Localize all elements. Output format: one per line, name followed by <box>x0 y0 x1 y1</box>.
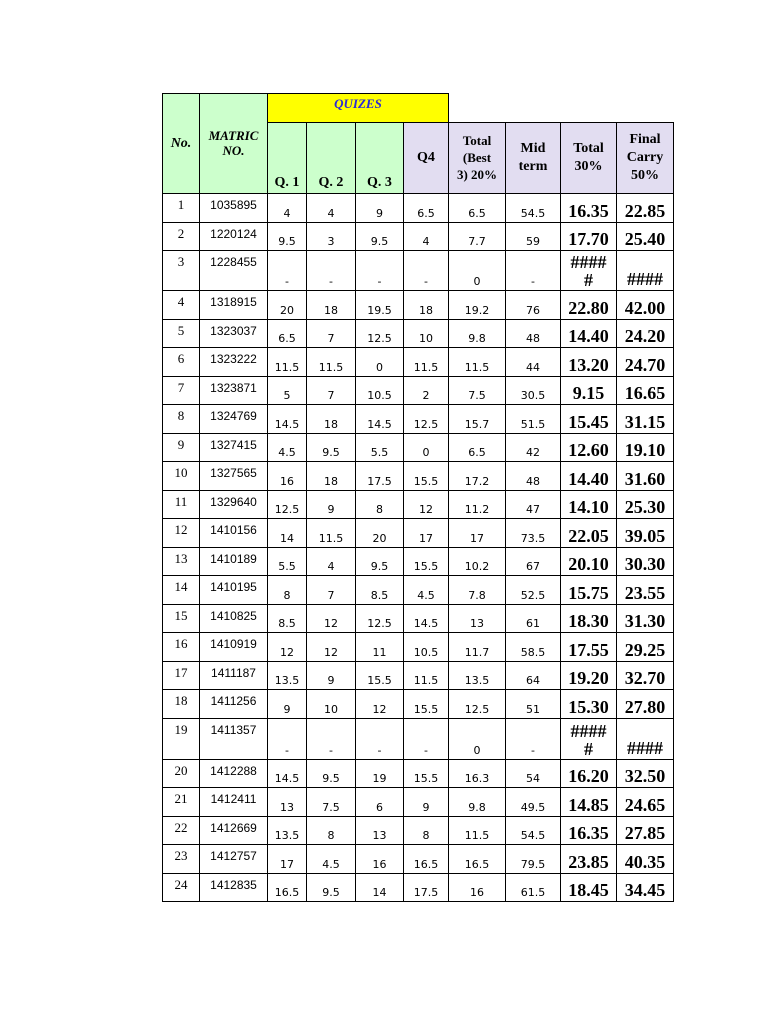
header-final-carry-label: Final Carry 50% <box>626 132 664 183</box>
cell-total: 9.8 <box>449 319 506 348</box>
cell-q3: 19 <box>356 759 404 788</box>
cell-total: 17.2 <box>449 462 506 491</box>
cell-final: 39.05 <box>617 519 674 548</box>
cell-q3: 5.5 <box>356 433 404 462</box>
cell-total30: 14.40 <box>561 462 617 491</box>
cell-q1: 12.5 <box>268 490 307 519</box>
cell-total30: 14.40 <box>561 319 617 348</box>
cell-matric: 1411357 <box>200 718 268 759</box>
cell-q3: 12 <box>356 690 404 719</box>
cell-total: 19.2 <box>449 291 506 320</box>
cell-q1: 16.5 <box>268 873 307 902</box>
cell-total30: 16.20 <box>561 759 617 788</box>
header-total30-label: Total 30% <box>573 141 604 174</box>
cell-mid: 73.5 <box>506 519 561 548</box>
cell-q1: 11.5 <box>268 348 307 377</box>
cell-total30: ##### <box>561 718 617 759</box>
cell-final: 42.00 <box>617 291 674 320</box>
cell-no: 10 <box>163 462 200 491</box>
header-q2 <box>307 123 356 194</box>
cell-q2: 4 <box>307 194 356 223</box>
cell-no: 3 <box>163 251 200 291</box>
cell-q4: 15.5 <box>404 547 449 576</box>
cell-matric: 1412757 <box>200 845 268 874</box>
cell-q4: 9 <box>404 788 449 817</box>
cell-total: 13.5 <box>449 661 506 690</box>
cell-total30: 16.35 <box>561 816 617 845</box>
cell-q1: - <box>268 718 307 759</box>
cell-total: 11.5 <box>449 348 506 377</box>
cell-q3: 20 <box>356 519 404 548</box>
cell-mid: 58.5 <box>506 633 561 662</box>
cell-q1: 16 <box>268 462 307 491</box>
cell-final: 31.30 <box>617 604 674 633</box>
header-q1 <box>268 123 307 194</box>
cell-q1: 17 <box>268 845 307 874</box>
cell-q3: 6 <box>356 788 404 817</box>
cell-matric: 1411256 <box>200 690 268 719</box>
cell-no: 23 <box>163 845 200 874</box>
cell-q3: 9.5 <box>356 222 404 251</box>
cell-mid: - <box>506 251 561 291</box>
cell-q2: 10 <box>307 690 356 719</box>
table-row <box>163 845 674 874</box>
cell-total: 7.8 <box>449 576 506 605</box>
cell-q3: 16 <box>356 845 404 874</box>
cell-matric: 1327415 <box>200 433 268 462</box>
table-row <box>163 576 674 605</box>
cell-mid: 51.5 <box>506 405 561 434</box>
cell-total: 0 <box>449 718 506 759</box>
cell-final: 22.85 <box>617 194 674 223</box>
cell-q2: 9.5 <box>307 433 356 462</box>
cell-q3: 12.5 <box>356 319 404 348</box>
cell-total30: 17.55 <box>561 633 617 662</box>
cell-matric: 1323222 <box>200 348 268 377</box>
header-q1-label: Q. 1 <box>274 175 300 190</box>
cell-mid: 47 <box>506 490 561 519</box>
cell-q4: - <box>404 251 449 291</box>
cell-matric: 1318915 <box>200 291 268 320</box>
cell-q2: 3 <box>307 222 356 251</box>
table-row <box>163 251 674 291</box>
header-total-best <box>449 123 506 194</box>
cell-total: 15.7 <box>449 405 506 434</box>
cell-matric: 1324769 <box>200 405 268 434</box>
cell-no: 24 <box>163 873 200 902</box>
cell-final: 34.45 <box>617 873 674 902</box>
cell-matric: 1412288 <box>200 759 268 788</box>
cell-total: 11.5 <box>449 816 506 845</box>
cell-no: 18 <box>163 690 200 719</box>
cell-no: 15 <box>163 604 200 633</box>
cell-no: 1 <box>163 194 200 223</box>
cell-total30: 17.70 <box>561 222 617 251</box>
cell-q4: 4.5 <box>404 576 449 605</box>
cell-q2: 9 <box>307 661 356 690</box>
cell-total30: 13.20 <box>561 348 617 377</box>
cell-total30: 22.80 <box>561 291 617 320</box>
cell-total: 0 <box>449 251 506 291</box>
table-row <box>163 633 674 662</box>
table-row <box>163 222 674 251</box>
cell-mid: 79.5 <box>506 845 561 874</box>
table-row <box>163 718 674 759</box>
header-total-best-label: Total (Best 3) 20% <box>456 133 498 182</box>
cell-q1: 9 <box>268 690 307 719</box>
cell-total: 9.8 <box>449 788 506 817</box>
cell-total: 16 <box>449 873 506 902</box>
cell-matric: 1410825 <box>200 604 268 633</box>
table-row <box>163 873 674 902</box>
cell-final: 30.30 <box>617 547 674 576</box>
cell-q3: 14 <box>356 873 404 902</box>
cell-mid: 54.5 <box>506 194 561 223</box>
cell-total: 16.5 <box>449 845 506 874</box>
cell-q1: - <box>268 251 307 291</box>
cell-q2: - <box>307 251 356 291</box>
cell-q4: 0 <box>404 433 449 462</box>
header-q3 <box>356 123 404 194</box>
cell-total: 7.5 <box>449 376 506 405</box>
cell-q3: 10.5 <box>356 376 404 405</box>
cell-no: 6 <box>163 348 200 377</box>
cell-total: 7.7 <box>449 222 506 251</box>
cell-q3: 15.5 <box>356 661 404 690</box>
table-row <box>163 376 674 405</box>
cell-no: 7 <box>163 376 200 405</box>
cell-mid: 61.5 <box>506 873 561 902</box>
cell-q2: 9.5 <box>307 759 356 788</box>
cell-mid: 42 <box>506 433 561 462</box>
header-final-carry <box>617 123 674 194</box>
cell-q4: 10.5 <box>404 633 449 662</box>
cell-final: 31.60 <box>617 462 674 491</box>
header-quizes-label: QUIZES <box>334 96 382 111</box>
cell-total: 11.7 <box>449 633 506 662</box>
cell-no: 22 <box>163 816 200 845</box>
cell-q2: - <box>307 718 356 759</box>
cell-no: 21 <box>163 788 200 817</box>
cell-q2: 11.5 <box>307 348 356 377</box>
cell-mid: 30.5 <box>506 376 561 405</box>
cell-q4: 14.5 <box>404 604 449 633</box>
cell-q1: 13 <box>268 788 307 817</box>
cell-q2: 8 <box>307 816 356 845</box>
cell-total30: 22.05 <box>561 519 617 548</box>
header-quizes <box>268 94 449 123</box>
cell-total30: 14.85 <box>561 788 617 817</box>
cell-q3: - <box>356 251 404 291</box>
cell-q4: 12 <box>404 490 449 519</box>
cell-q1: 8 <box>268 576 307 605</box>
cell-q2: 9 <box>307 490 356 519</box>
cell-q4: 15.5 <box>404 690 449 719</box>
cell-matric: 1410919 <box>200 633 268 662</box>
cell-matric: 1329640 <box>200 490 268 519</box>
cell-q1: 14.5 <box>268 405 307 434</box>
cell-total: 13 <box>449 604 506 633</box>
cell-total30: 16.35 <box>561 194 617 223</box>
cell-q4: 15.5 <box>404 759 449 788</box>
cell-q4: 17.5 <box>404 873 449 902</box>
cell-q3: 13 <box>356 816 404 845</box>
cell-mid: 52.5 <box>506 576 561 605</box>
header-total30 <box>561 123 617 194</box>
cell-mid: 54 <box>506 759 561 788</box>
cell-matric: 1327565 <box>200 462 268 491</box>
table-row <box>163 433 674 462</box>
table-row <box>163 661 674 690</box>
cell-q2: 18 <box>307 291 356 320</box>
cell-q2: 9.5 <box>307 873 356 902</box>
cell-total30: 15.45 <box>561 405 617 434</box>
cell-no: 17 <box>163 661 200 690</box>
cell-mid: 76 <box>506 291 561 320</box>
cell-no: 8 <box>163 405 200 434</box>
header-no-label: No. <box>170 135 192 151</box>
cell-q2: 7 <box>307 376 356 405</box>
cell-final: 16.65 <box>617 376 674 405</box>
cell-no: 16 <box>163 633 200 662</box>
cell-matric: 1410195 <box>200 576 268 605</box>
header-q4 <box>404 123 449 194</box>
cell-final: 24.65 <box>617 788 674 817</box>
cell-total30: 23.85 <box>561 845 617 874</box>
cell-total30: 9.15 <box>561 376 617 405</box>
cell-q1: 4 <box>268 194 307 223</box>
table-row <box>163 462 674 491</box>
cell-total30: 15.30 <box>561 690 617 719</box>
cell-total: 11.2 <box>449 490 506 519</box>
cell-q4: 8 <box>404 816 449 845</box>
cell-total: 17 <box>449 519 506 548</box>
header-spacer <box>449 94 674 123</box>
cell-q3: 9.5 <box>356 547 404 576</box>
cell-no: 14 <box>163 576 200 605</box>
cell-q2: 4 <box>307 547 356 576</box>
cell-total: 16.3 <box>449 759 506 788</box>
cell-total: 10.2 <box>449 547 506 576</box>
cell-final: 29.25 <box>617 633 674 662</box>
cell-matric: 1220124 <box>200 222 268 251</box>
cell-matric: 1323037 <box>200 319 268 348</box>
cell-no: 11 <box>163 490 200 519</box>
cell-q3: 0 <box>356 348 404 377</box>
cell-mid: 64 <box>506 661 561 690</box>
table-row <box>163 816 674 845</box>
cell-q4: - <box>404 718 449 759</box>
cell-mid: 48 <box>506 319 561 348</box>
cell-final: 24.70 <box>617 348 674 377</box>
cell-q3: 19.5 <box>356 291 404 320</box>
header-q4-label: Q4 <box>417 150 435 165</box>
cell-no: 19 <box>163 718 200 759</box>
cell-q2: 18 <box>307 405 356 434</box>
cell-q4: 18 <box>404 291 449 320</box>
cell-q4: 4 <box>404 222 449 251</box>
cell-q2: 12 <box>307 604 356 633</box>
cell-final: #### <box>617 718 674 759</box>
cell-no: 9 <box>163 433 200 462</box>
cell-total30: 12.60 <box>561 433 617 462</box>
table-row <box>163 759 674 788</box>
cell-q3: 17.5 <box>356 462 404 491</box>
cell-q2: 7.5 <box>307 788 356 817</box>
cell-total: 6.5 <box>449 194 506 223</box>
cell-q1: 12 <box>268 633 307 662</box>
cell-final: 19.10 <box>617 433 674 462</box>
cell-mid: 54.5 <box>506 816 561 845</box>
cell-q1: 20 <box>268 291 307 320</box>
cell-q3: 11 <box>356 633 404 662</box>
cell-mid: - <box>506 718 561 759</box>
cell-q4: 10 <box>404 319 449 348</box>
table-row <box>163 405 674 434</box>
cell-total30: ##### <box>561 251 617 291</box>
cell-q4: 15.5 <box>404 462 449 491</box>
cell-q3: 14.5 <box>356 405 404 434</box>
header-matric <box>200 94 268 194</box>
header-mid-term <box>506 123 561 194</box>
cell-q2: 7 <box>307 319 356 348</box>
cell-q3: - <box>356 718 404 759</box>
cell-q2: 12 <box>307 633 356 662</box>
cell-total: 6.5 <box>449 433 506 462</box>
header-matric-label: MATRIC NO. <box>208 127 259 158</box>
cell-final: #### <box>617 251 674 291</box>
table-row <box>163 788 674 817</box>
cell-mid: 59 <box>506 222 561 251</box>
table-row <box>163 490 674 519</box>
cell-q1: 13.5 <box>268 816 307 845</box>
cell-final: 27.80 <box>617 690 674 719</box>
table-row <box>163 319 674 348</box>
cell-q4: 11.5 <box>404 348 449 377</box>
cell-q1: 4.5 <box>268 433 307 462</box>
cell-no: 5 <box>163 319 200 348</box>
cell-final: 32.50 <box>617 759 674 788</box>
table-row <box>163 690 674 719</box>
header-no <box>163 94 200 194</box>
cell-total30: 15.75 <box>561 576 617 605</box>
grades-table <box>162 93 674 902</box>
cell-q3: 8 <box>356 490 404 519</box>
cell-mid: 49.5 <box>506 788 561 817</box>
cell-mid: 61 <box>506 604 561 633</box>
cell-mid: 51 <box>506 690 561 719</box>
cell-no: 4 <box>163 291 200 320</box>
cell-q1: 9.5 <box>268 222 307 251</box>
header-mid-term-label: Mid term <box>518 141 548 174</box>
cell-q1: 5.5 <box>268 547 307 576</box>
cell-final: 23.55 <box>617 576 674 605</box>
cell-final: 31.15 <box>617 405 674 434</box>
cell-no: 12 <box>163 519 200 548</box>
cell-final: 40.35 <box>617 845 674 874</box>
cell-total30: 18.45 <box>561 873 617 902</box>
cell-total: 12.5 <box>449 690 506 719</box>
table-row <box>163 604 674 633</box>
cell-q1: 8.5 <box>268 604 307 633</box>
cell-total30: 18.30 <box>561 604 617 633</box>
header-q3-label: Q. 3 <box>367 175 392 190</box>
cell-matric: 1412669 <box>200 816 268 845</box>
cell-q1: 6.5 <box>268 319 307 348</box>
cell-q2: 11.5 <box>307 519 356 548</box>
cell-final: 25.40 <box>617 222 674 251</box>
cell-matric: 1412411 <box>200 788 268 817</box>
cell-q2: 7 <box>307 576 356 605</box>
cell-final: 25.30 <box>617 490 674 519</box>
table-row <box>163 291 674 320</box>
cell-q4: 17 <box>404 519 449 548</box>
cell-q1: 14 <box>268 519 307 548</box>
cell-no: 13 <box>163 547 200 576</box>
cell-q3: 9 <box>356 194 404 223</box>
cell-q4: 12.5 <box>404 405 449 434</box>
cell-final: 27.85 <box>617 816 674 845</box>
table-row <box>163 194 674 223</box>
cell-q4: 2 <box>404 376 449 405</box>
cell-mid: 48 <box>506 462 561 491</box>
cell-final: 32.70 <box>617 661 674 690</box>
cell-q2: 18 <box>307 462 356 491</box>
cell-matric: 1410189 <box>200 547 268 576</box>
table-row <box>163 519 674 548</box>
cell-matric: 1411187 <box>200 661 268 690</box>
cell-matric: 1323871 <box>200 376 268 405</box>
cell-q1: 5 <box>268 376 307 405</box>
cell-q4: 16.5 <box>404 845 449 874</box>
cell-q1: 14.5 <box>268 759 307 788</box>
cell-no: 2 <box>163 222 200 251</box>
cell-total30: 20.10 <box>561 547 617 576</box>
cell-q2: 4.5 <box>307 845 356 874</box>
cell-mid: 67 <box>506 547 561 576</box>
cell-q4: 11.5 <box>404 661 449 690</box>
cell-matric: 1412835 <box>200 873 268 902</box>
cell-q3: 12.5 <box>356 604 404 633</box>
cell-matric: 1035895 <box>200 194 268 223</box>
cell-matric: 1410156 <box>200 519 268 548</box>
cell-q4: 6.5 <box>404 194 449 223</box>
header-q2-label: Q. 2 <box>318 175 344 190</box>
cell-q1: 13.5 <box>268 661 307 690</box>
table-row <box>163 348 674 377</box>
cell-total30: 19.20 <box>561 661 617 690</box>
cell-matric: 1228455 <box>200 251 268 291</box>
table-row <box>163 547 674 576</box>
cell-total30: 14.10 <box>561 490 617 519</box>
cell-no: 20 <box>163 759 200 788</box>
cell-q3: 8.5 <box>356 576 404 605</box>
cell-mid: 44 <box>506 348 561 377</box>
cell-final: 24.20 <box>617 319 674 348</box>
